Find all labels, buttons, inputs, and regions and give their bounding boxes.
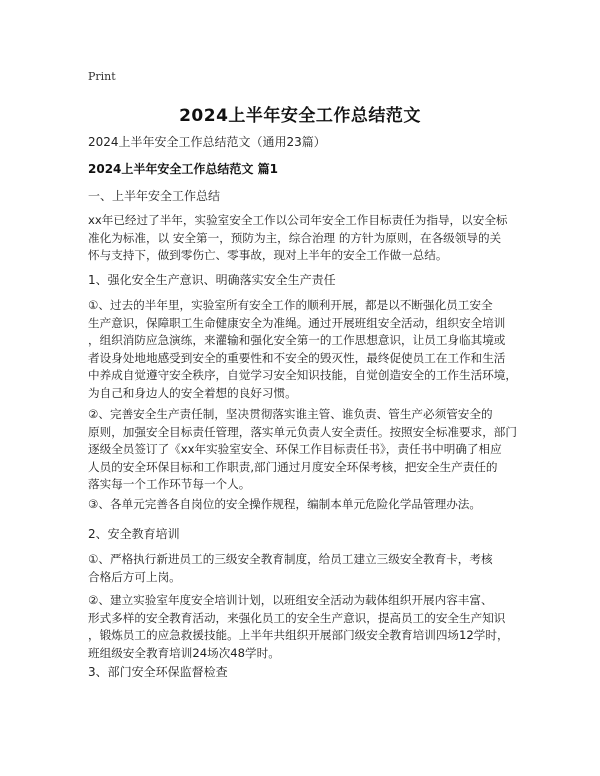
text-line: 准化为标准，以 安全第一，预防为主，综合治理 的方针为原则，在各级领导的关 [88, 230, 502, 245]
text-line: ②、完善安全生产责任制，坚决贯彻落实谁主管、谁负责、管生产必须管安全的 [88, 407, 493, 421]
item-heading-inspection: 3、部门安全环保监督检查 [88, 665, 228, 679]
paragraph-safety-awareness [88, 297, 520, 402]
section-heading-summary: 一、上半年安全工作总结 [88, 189, 221, 203]
paragraph-responsibility-system [88, 406, 520, 494]
text-line: 者设身处地地感受到安全的重要性和不安全的毁灭性，最终促使员工在工作和生活 [88, 350, 506, 365]
document-title: 2024上半年安全工作总结范文 [179, 106, 421, 126]
document-subtitle: 2024上半年安全工作总结范文（通用23篇） [88, 135, 326, 149]
text-line: ①、严格执行新进员工的三级安全教育制度，给员工建立三级安全教育卡，考核 [88, 552, 493, 566]
text-line: ③、各单元完善各自岗位的安全操作规程，编制本单元危险化学品管理办法。 [88, 497, 481, 511]
paragraph-annual-training-plan [88, 592, 520, 662]
text-line: 形式多样的安全教育活动，来强化员工的安全生产意识，提高员工的安全生产知识 [88, 610, 506, 625]
paragraph-operating-procedures [88, 496, 520, 514]
intro-paragraph [88, 212, 520, 265]
item-heading-training: 2、安全教育培训 [88, 527, 180, 541]
text-line: 合格后方可上岗。 [88, 569, 181, 584]
text-line: ①、过去的半年里，实验室所有安全工作的顺利开展，都是以不断强化员工安全 [88, 298, 493, 312]
text-line: ，锻炼员工的应急救援技能。上半年共组织开展部门级安全教育培训四场12学时， [88, 628, 509, 642]
text-line: ②、建立实验室年度安全培训计划，以班组安全活动为载体组织开展内容丰富、 [88, 593, 493, 607]
article-heading: 2024上半年安全工作总结范文 篇1 [88, 162, 278, 176]
text-line: 逐级全员签订了《xx年实验室安全、环保工作目标责任书》，责任书中明确了相应 [88, 442, 502, 456]
paragraph-three-level-education [88, 551, 520, 586]
text-line: 班组级安全教育培训24场次48学时。 [88, 645, 280, 660]
item-heading-responsibility: 1、强化安全生产意识、明确落实安全生产责任 [88, 273, 336, 287]
text-line: 落实每一个工作环节每一个人。 [88, 477, 251, 491]
text-line: 生产意识，保障职工生命健康安全为准绳。通过开展班组安全活动，组织安全培训 [88, 315, 506, 330]
print-link[interactable]: Print [88, 70, 116, 83]
text-line: ，组织消防应急演练，来灌输和强化安全第一的工作思想意识，让员工身临其境或 [88, 333, 506, 347]
text-line: 怀与支持下，做到零伤亡、零事故，现对上半年的安全工作做一总结。 [88, 248, 448, 262]
text-line: 原则，加强安全目标责任管理，落实单元负责人安全责任。按照安全标准要求，部门 [88, 424, 517, 439]
text-line: 中养成自觉遵守安全秩序，自觉学习安全知识技能，自觉创造安全的工作生活环境， [88, 368, 517, 382]
text-line: xx年已经过了半年，实验室安全工作以公司年安全工作目标责任为指导，以安全标 [88, 213, 508, 227]
text-line: 人员的安全环保目标和工作职责,部门通过月度安全环保考核，把安全生产责任的 [88, 459, 498, 474]
text-line: 为自己和身边人的安全着想的良好习惯。 [88, 385, 297, 400]
